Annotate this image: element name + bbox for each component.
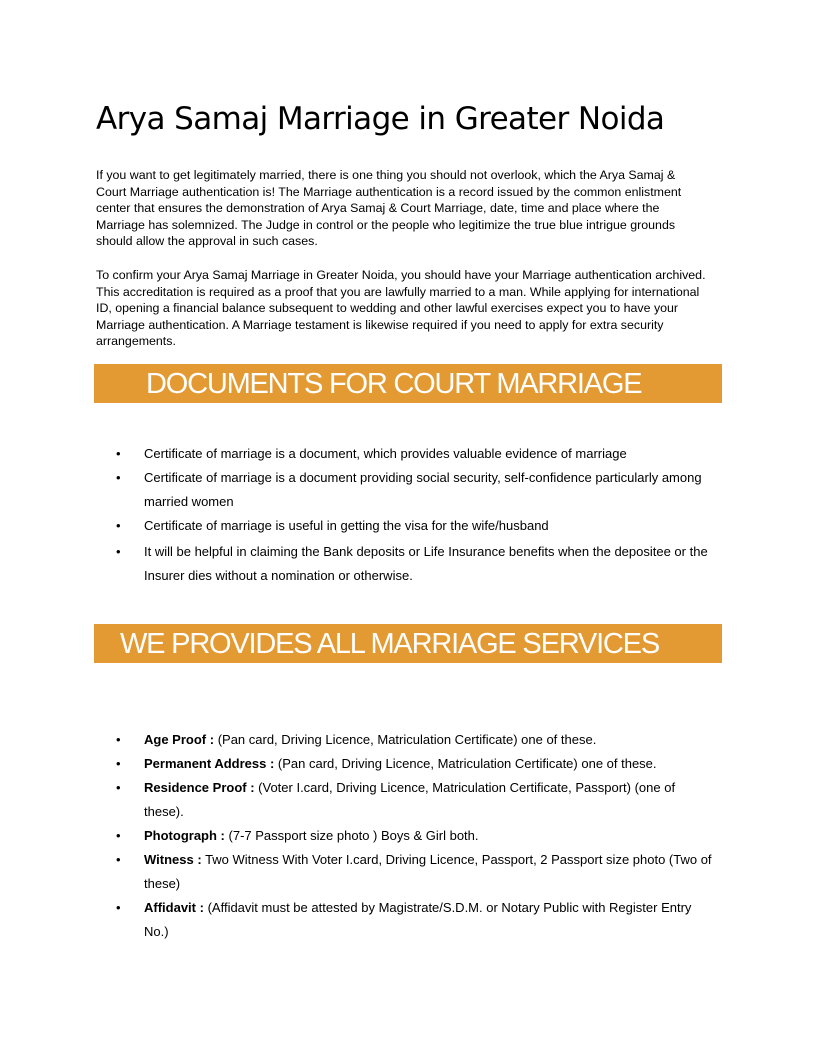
bullet-icon: •: [116, 780, 121, 795]
bullet-icon: •: [116, 732, 121, 747]
list-item-text: [144, 728, 716, 752]
item-label: Age Proof :: [144, 732, 215, 747]
item-label: Photograph :: [144, 828, 225, 843]
item-detail: Two Witness With Voter I.card, Driving Licence, Passport, 2 Passport size photo (Two of these): [144, 852, 712, 891]
services-heading: WE PROVIDES ALL MARRIAGE SERVICES: [120, 628, 659, 660]
bullet-icon: •: [116, 446, 121, 461]
item-detail: (Voter I.card, Driving Licence, Matriculation Certificate, Passport) (one of these).: [144, 780, 676, 819]
bullet-icon: •: [116, 518, 121, 533]
documents-heading-banner: [94, 364, 722, 403]
item-label: Permanent Address :: [144, 756, 275, 771]
services-heading-banner: [94, 624, 722, 663]
bullet-icon: •: [116, 900, 121, 915]
bullet-icon: •: [116, 828, 121, 843]
confirm-paragraph: To confirm your Arya Samaj Marriage in Greater Noida, you should have your Marriage authentication archived. This accreditation is required as a proof that you are lawfully married to a man. While applying for international ID, opening a financial balance subsequent to wedding and other lawful exercises expect you to have your Marriage authentication. A Marriage testament is likewise required if you need to apply for extra security arrangements.: [96, 268, 706, 349]
list-item-text: It will be helpful in claiming the Bank deposits or Life Insurance benefits when the depositee or the Insurer dies without a nomination or otherwise.: [144, 544, 708, 583]
bullet-icon: •: [116, 852, 121, 867]
item-detail: (Pan card, Driving Licence, Matriculation Certificate) one of these.: [217, 732, 597, 747]
intro-paragraph: If you want to get legitimately married, there is one thing you should not overlook, which the Arya Samaj & Court Marriage authentication is! The Marriage authentication is a record issued by the common enlistment center that ensures the demonstration of Arya Samaj & Court Marriage, date, time and place where the Marriage has solemnized. The Judge in control or the people who legitimize the true blue intrigue grounds should allow the approval in such cases.: [96, 168, 682, 249]
list-item-text: [144, 824, 716, 848]
item-label: Affidavit :: [144, 900, 204, 915]
list-item-text: Certificate of marriage is a document, which provides valuable evidence of marriage: [144, 446, 627, 461]
list-item-text: [144, 752, 716, 776]
bullet-icon: •: [116, 470, 121, 485]
list-item-text: [144, 776, 716, 824]
bullet-icon: •: [116, 756, 121, 771]
list-item-text: [144, 848, 716, 896]
documents-heading: DOCUMENTS FOR COURT MARRIAGE: [146, 368, 642, 400]
list-item-text: Certificate of marriage is useful in getting the visa for the wife/husband: [144, 518, 549, 533]
item-detail: (Affidavit must be attested by Magistrate/S.D.M. or Notary Public with Register Entry No.): [144, 900, 692, 939]
item-label: Witness :: [144, 852, 202, 867]
page-title: Arya Samaj Marriage in Greater Noida: [96, 101, 665, 137]
list-item-text: [144, 896, 716, 944]
item-detail: (7-7 Passport size photo ) Boys & Girl both.: [228, 828, 479, 843]
item-label: Residence Proof :: [144, 780, 255, 795]
item-detail: (Pan card, Driving Licence, Matriculation Certificate) one of these.: [277, 756, 657, 771]
list-item-text: Certificate of marriage is a document providing social security, self-confidence particularly among married women: [144, 470, 702, 509]
bullet-icon: •: [116, 544, 121, 559]
